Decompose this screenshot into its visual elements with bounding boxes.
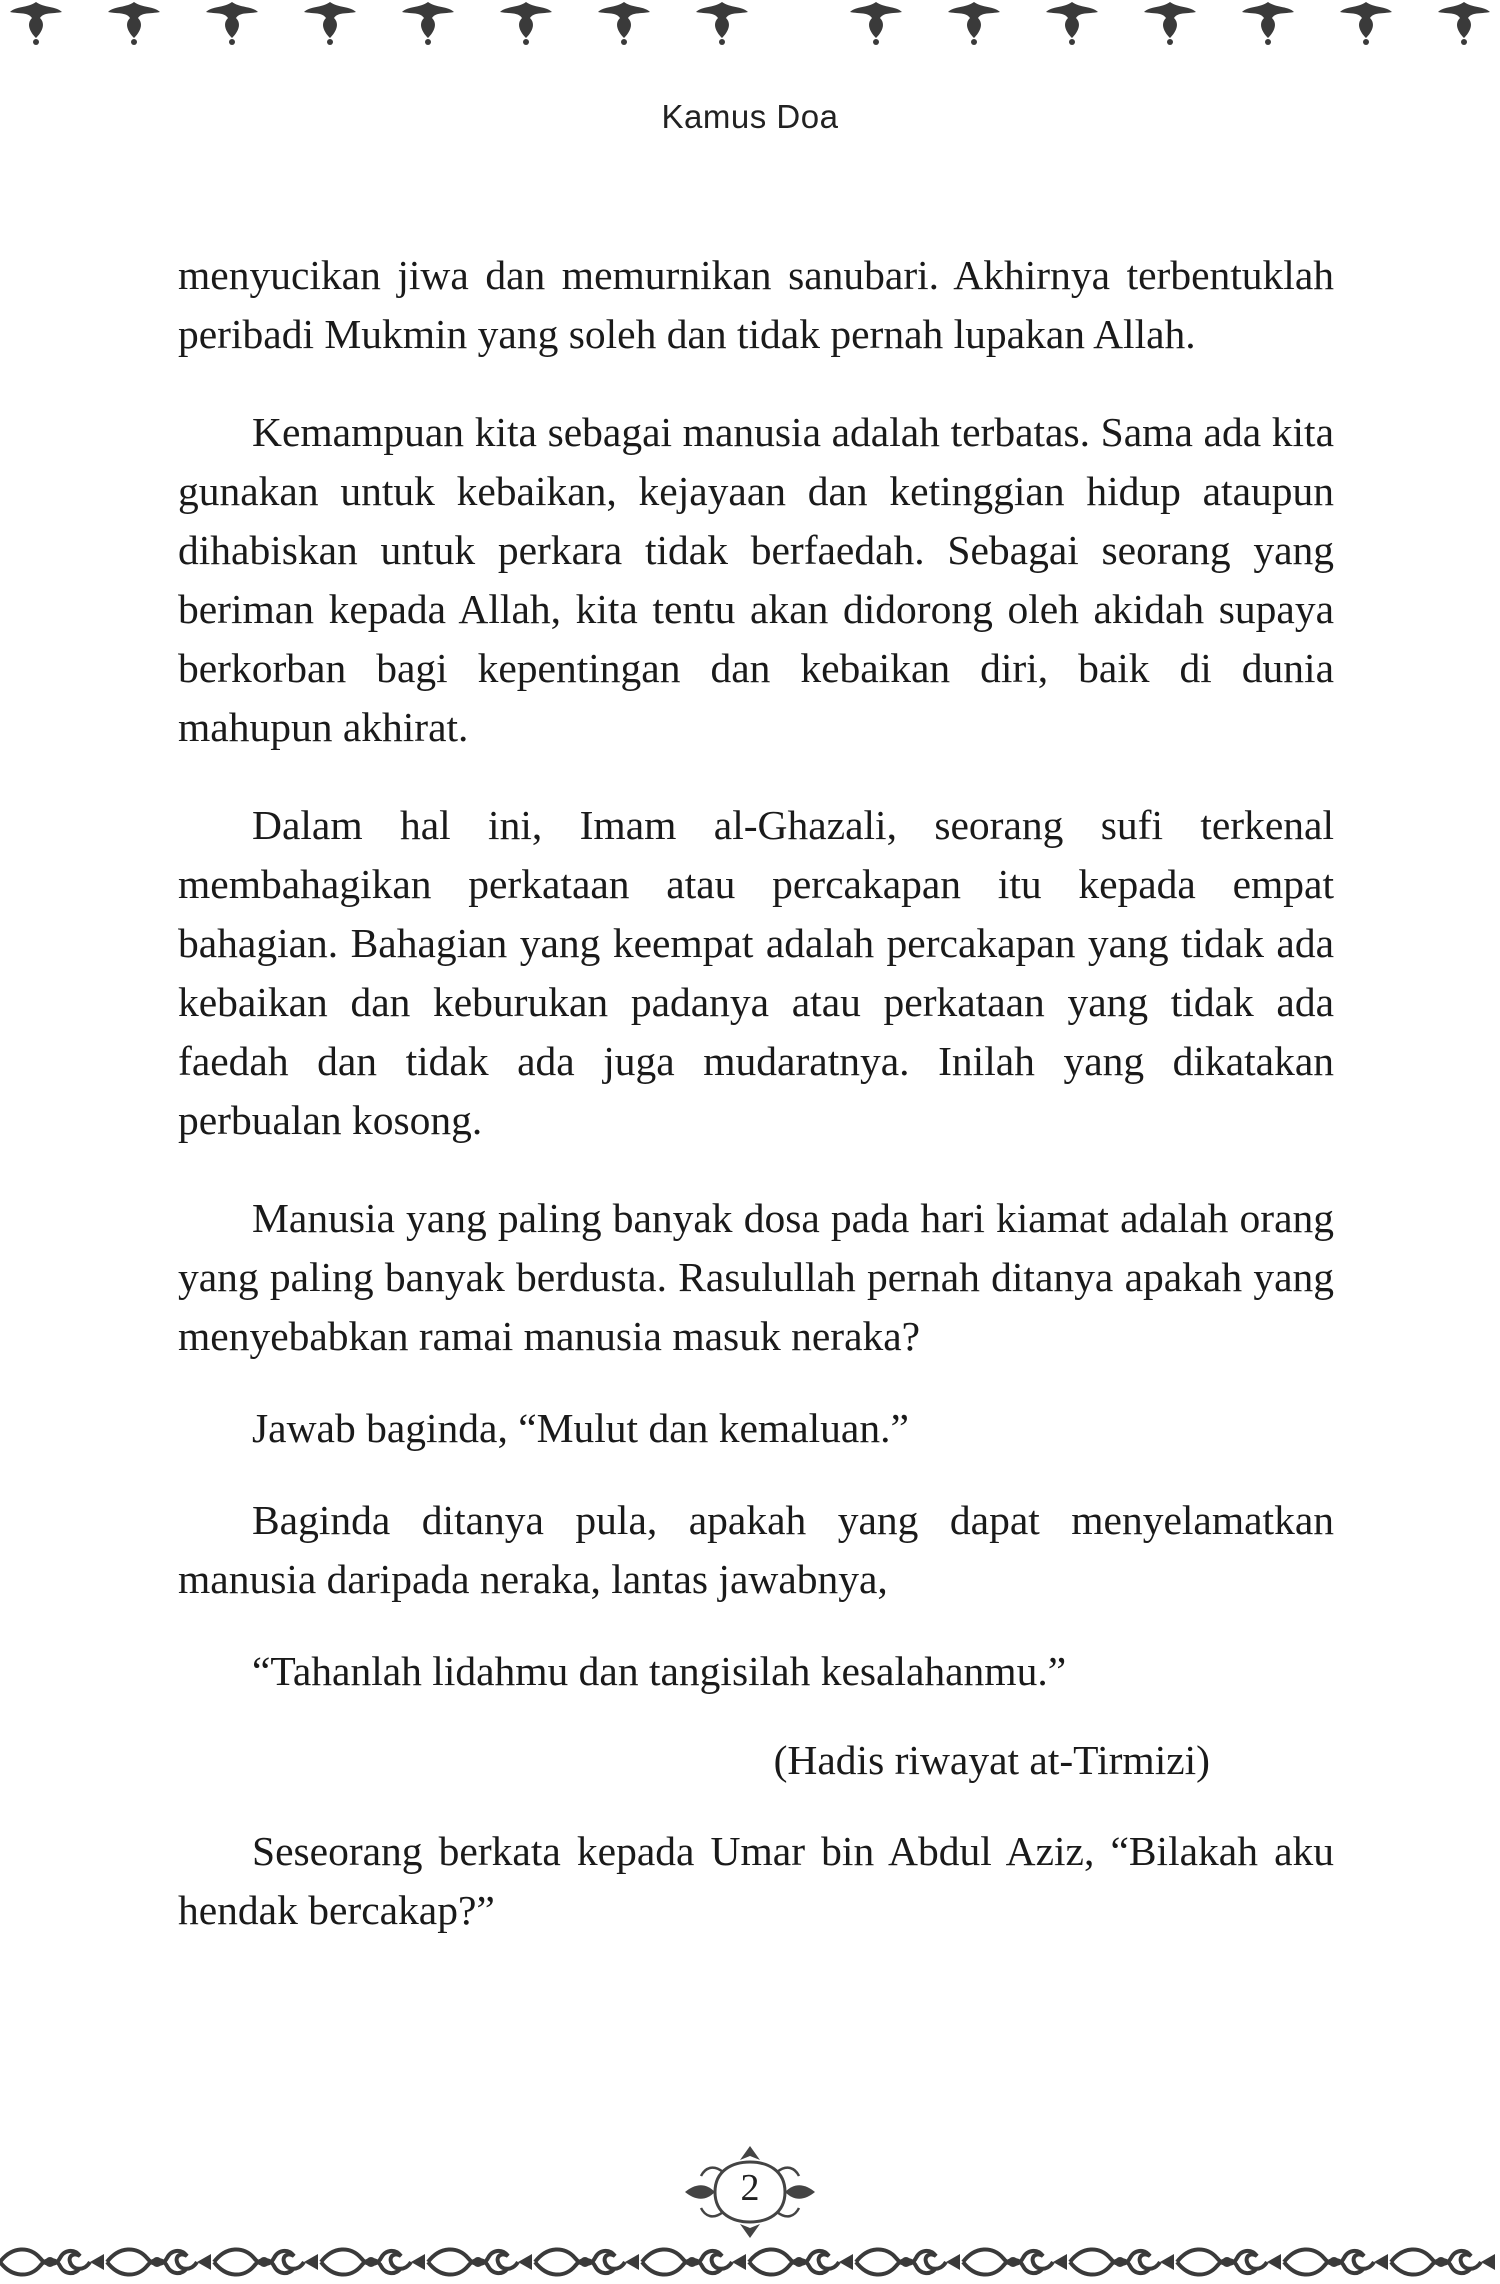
paragraph: Baginda ditanya pula, apakah yang dapat menyelamatkan manusia daripada neraka, lantas jawabnya, <box>178 1497 1334 1602</box>
paragraph: Jawab baginda, “Mulut dan kemaluan.” <box>252 1405 909 1451</box>
paragraph: Seseorang berkata kepada Umar bin Abdul Aziz, “Bilakah aku hendak bercakap?” <box>178 1828 1334 1933</box>
paragraph: Dalam hal ini, Imam al-Ghazali, seorang sufi terkenal membahagikan perkataan atau percakapan itu kepada empat bahagian. Bahagian yang keempat adalah percakapan yang tidak ada kebaikan dan keburukan padanya atau perkataan yang tidak ada faedah dan tidak ada juga mudaratnya. Inilah yang dikatakan perbualan kosong. <box>178 802 1334 1143</box>
hadith-citation: (Hadis riwayat at-Tirmizi) <box>773 1737 1210 1783</box>
top-ornament-border <box>0 0 1500 50</box>
page-number: 2 <box>740 2167 760 2209</box>
bottom-ornament-border <box>0 2240 1500 2284</box>
running-header: Kamus Doa <box>661 98 839 135</box>
paragraph: menyucikan jiwa dan memurnikan sanubari. Akhirnya terbentuklah peribadi Mukmin yang soleh dan tidak pernah lupakan Allah. <box>178 252 1334 357</box>
hadith-quote: “Tahanlah lidahmu dan tangisilah kesalahanmu.” <box>252 1648 1067 1694</box>
paragraph: Manusia yang paling banyak dosa pada hari kiamat adalah orang yang paling banyak berdusta. Rasulullah pernah ditanya apakah yang menyebabkan ramai manusia masuk neraka? <box>178 1195 1334 1359</box>
paragraph: Kemampuan kita sebagai manusia adalah terbatas. Sama ada kita gunakan untuk kebaikan, kejayaan dan ketinggian hidup ataupun dihabiskan untuk perkara tidak berfaedah. Sebagai seorang yang beriman kepada Allah, kita tentu akan didorong oleh akidah supaya berkorban bagi kepentingan dan kebaikan diri, baik di dunia mahupun akhirat. <box>178 409 1334 750</box>
page-body <box>178 246 1334 1979</box>
